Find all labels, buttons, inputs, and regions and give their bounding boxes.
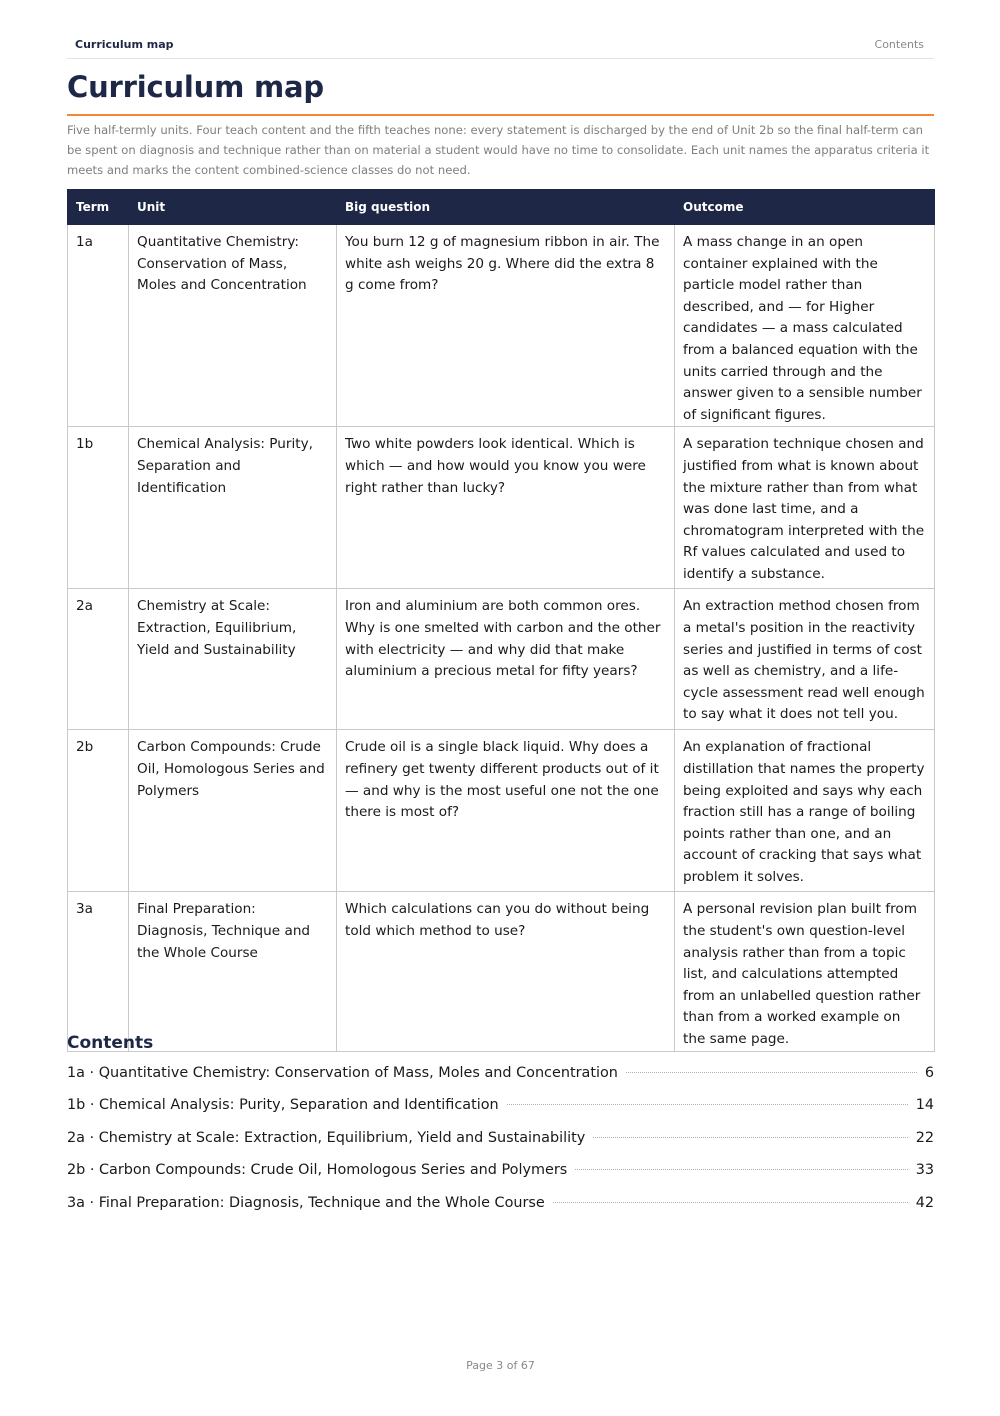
outcome-cell: An extraction method chosen from a metal's position in the reactivity series and justified in terms of cost as well as chemistry, and a life-cycle assessment read well enough to say what it does not tell you. [675, 589, 935, 730]
toc-entry-label[interactable]: 2a · Chemistry at Scale: Extraction, Equilibrium, Yield and Sustainability [67, 1129, 586, 1146]
toc-dot-leader [575, 1169, 907, 1170]
unit-cell: Chemical Analysis: Purity, Separation and Identification [129, 427, 337, 589]
table-of-contents [67, 1065, 934, 1227]
running-header-section: Contents [874, 38, 924, 51]
toc-dot-leader [553, 1202, 908, 1203]
column-header-unit: Unit [129, 190, 337, 225]
toc-dot-leader [626, 1072, 917, 1073]
toc-entry[interactable] [67, 1195, 934, 1227]
running-header-title: Curriculum map [75, 38, 174, 51]
running-header [67, 38, 934, 59]
table-header-row [68, 190, 935, 225]
table-row [68, 892, 935, 1051]
toc-entry-page[interactable]: 22 [915, 1129, 934, 1146]
table-row [68, 225, 935, 427]
big-question-cell: Two white powders look identical. Which is which — and how would you know you were right rather than lucky? [337, 427, 675, 589]
toc-entry-page[interactable]: 6 [924, 1065, 934, 1081]
title-underline-rule [67, 114, 934, 116]
toc-entry-page[interactable]: 14 [915, 1097, 934, 1114]
unit-cell: Final Preparation: Diagnosis, Technique and the Whole Course [129, 892, 337, 1051]
outcome-cell: A personal revision plan built from the student's own question-level analysis rather than from a topic list, and calculations attempted from an unlabelled question rather than from a worked example on the same page. [675, 892, 935, 1051]
toc-entry-label[interactable]: 1b · Chemical Analysis: Purity, Separation and Identification [67, 1097, 499, 1114]
big-question-cell: Which calculations can you do without being told which method to use? [337, 892, 675, 1051]
contents-heading: Contents [67, 1033, 154, 1053]
unit-cell: Quantitative Chemistry: Conservation of Mass, Moles and Concentration [129, 225, 337, 427]
page-title: Curriculum map [67, 70, 324, 104]
toc-entry-page[interactable]: 42 [915, 1194, 934, 1211]
unit-cell: Chemistry at Scale: Extraction, Equilibrium, Yield and Sustainability [129, 589, 337, 730]
term-cell: 2b [68, 730, 129, 892]
table-row [68, 427, 935, 589]
toc-dot-leader [593, 1137, 907, 1138]
term-cell: 1a [68, 225, 129, 427]
outcome-cell: A separation technique chosen and justified from what is known about the mixture rather than from what was done last time, and a chromatogram interpreted with the Rf values calculated and used to identify a substance. [675, 427, 935, 589]
unit-cell: Carbon Compounds: Crude Oil, Homologous Series and Polymers [129, 730, 337, 892]
big-question-cell: You burn 12 g of magnesium ribbon in air. The white ash weighs 20 g. Where did the extra 8 g come from? [337, 225, 675, 427]
term-cell: 2a [68, 589, 129, 730]
toc-entry-label[interactable]: 2b · Carbon Compounds: Crude Oil, Homologous Series and Polymers [67, 1162, 568, 1179]
curriculum-table [67, 189, 935, 1052]
toc-dot-leader [507, 1104, 908, 1105]
column-header-term: Term [68, 190, 129, 225]
big-question-cell: Crude oil is a single black liquid. Why does a refinery get twenty different products out of it — and why is the most useful one not the one there is most of? [337, 730, 675, 892]
column-header-outcome: Outcome [675, 190, 935, 225]
column-header-big-question: Big question [337, 190, 675, 225]
intro-paragraph: Five half-termly units. Four teach content and the fifth teaches none: every statement is discharged by the end of Unit 2b so the final half-term can be spent on diagnosis and technique rather than on material a student would have no time to consolidate. Each unit names the apparatus criteria it meets and marks the content combined-science classes do not need. [67, 123, 930, 177]
toc-entry[interactable] [67, 1130, 934, 1162]
table-row [68, 589, 935, 730]
big-question-cell: Iron and aluminium are both common ores. Why is one smelted with carbon and the other with electricity — and why did that make aluminium a precious metal for fifty years? [337, 589, 675, 730]
term-cell: 1b [68, 427, 129, 589]
outcome-cell: An explanation of fractional distillation that names the property being exploited and says why each fraction still has a range of boiling points rather than one, and an account of cracking that says what problem it solves. [675, 730, 935, 892]
term-cell: 3a [68, 892, 129, 1051]
toc-entry[interactable] [67, 1065, 934, 1097]
toc-entry[interactable] [67, 1162, 934, 1194]
toc-entry[interactable] [67, 1097, 934, 1129]
toc-entry-page[interactable]: 33 [915, 1162, 934, 1179]
toc-entry-label[interactable]: 1a · Quantitative Chemistry: Conservation of Mass, Moles and Concentration [67, 1065, 618, 1081]
table-row [68, 730, 935, 892]
page-number-footer: Page 3 of 67 [466, 1359, 535, 1372]
outcome-cell: A mass change in an open container explained with the particle model rather than described, and — for Higher candidates — a mass calculated from a balanced equation with the units carried through and the answer given to a sensible number of significant figures. [675, 225, 935, 427]
toc-entry-label[interactable]: 3a · Final Preparation: Diagnosis, Technique and the Whole Course [67, 1194, 545, 1211]
